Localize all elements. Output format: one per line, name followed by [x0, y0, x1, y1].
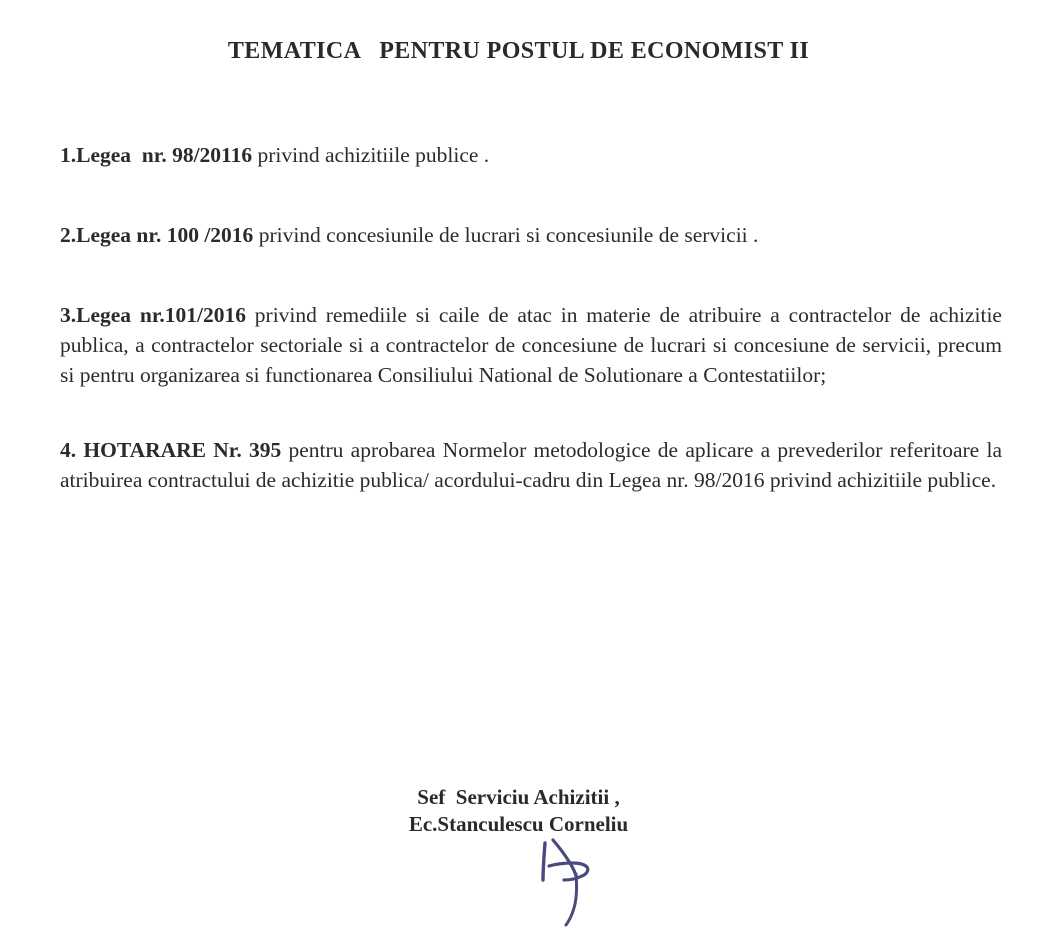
signature-name: Ec.Stanculescu Corneliu — [408, 812, 629, 836]
signature-block — [0, 784, 1037, 838]
signature-title: Sef Serviciu Achizitii , — [417, 785, 620, 809]
list-item-2-text: privind concesiunile de lucrari si concesiunile de servicii . — [253, 223, 759, 247]
list-item-1-text: privind achizitiile publice . — [252, 143, 490, 167]
list-item-2-lead: 2.Legea nr. 100 /2016 — [60, 223, 254, 247]
list-item-2 — [60, 220, 1002, 250]
list-item-1 — [60, 140, 1002, 170]
spacer-1 — [60, 170, 1002, 220]
spacer-3 — [60, 390, 1002, 435]
list-item-4 — [60, 435, 1002, 495]
handwritten-signature-icon — [518, 836, 648, 928]
page-title: TEMATICA PENTRU POSTUL DE ECONOMIST II — [227, 38, 810, 64]
spacer-2 — [60, 250, 1002, 300]
list-item-1-lead: 1.Legea nr. 98/20116 — [60, 143, 253, 167]
list-item-3-text: privind remediile si caile de atac in materie de atribuire a contractelor de achizitie publica, a contractelor sectoriale si a contractelor de concesiune de lucrari si concesiune de servicii, precum si pentru organizarea si functionarea Consiliului National de Solutionare a Contestatiilor; — [60, 303, 1002, 387]
list-item-4-lead: 4. HOTARARE Nr. 395 — [60, 438, 282, 462]
list-item-3-lead: 3.Legea nr.101/2016 — [60, 303, 246, 327]
list-item-4-text: pentru aprobarea Normelor metodologice de aplicare a prevederilor referitoare la atribuirea contractului de achizitie publica/ acordului-cadru din Legea nr. 98/2016 privind achizitiile publice. — [60, 438, 1002, 492]
list-item-3 — [60, 300, 1002, 390]
document-body — [60, 140, 1002, 495]
